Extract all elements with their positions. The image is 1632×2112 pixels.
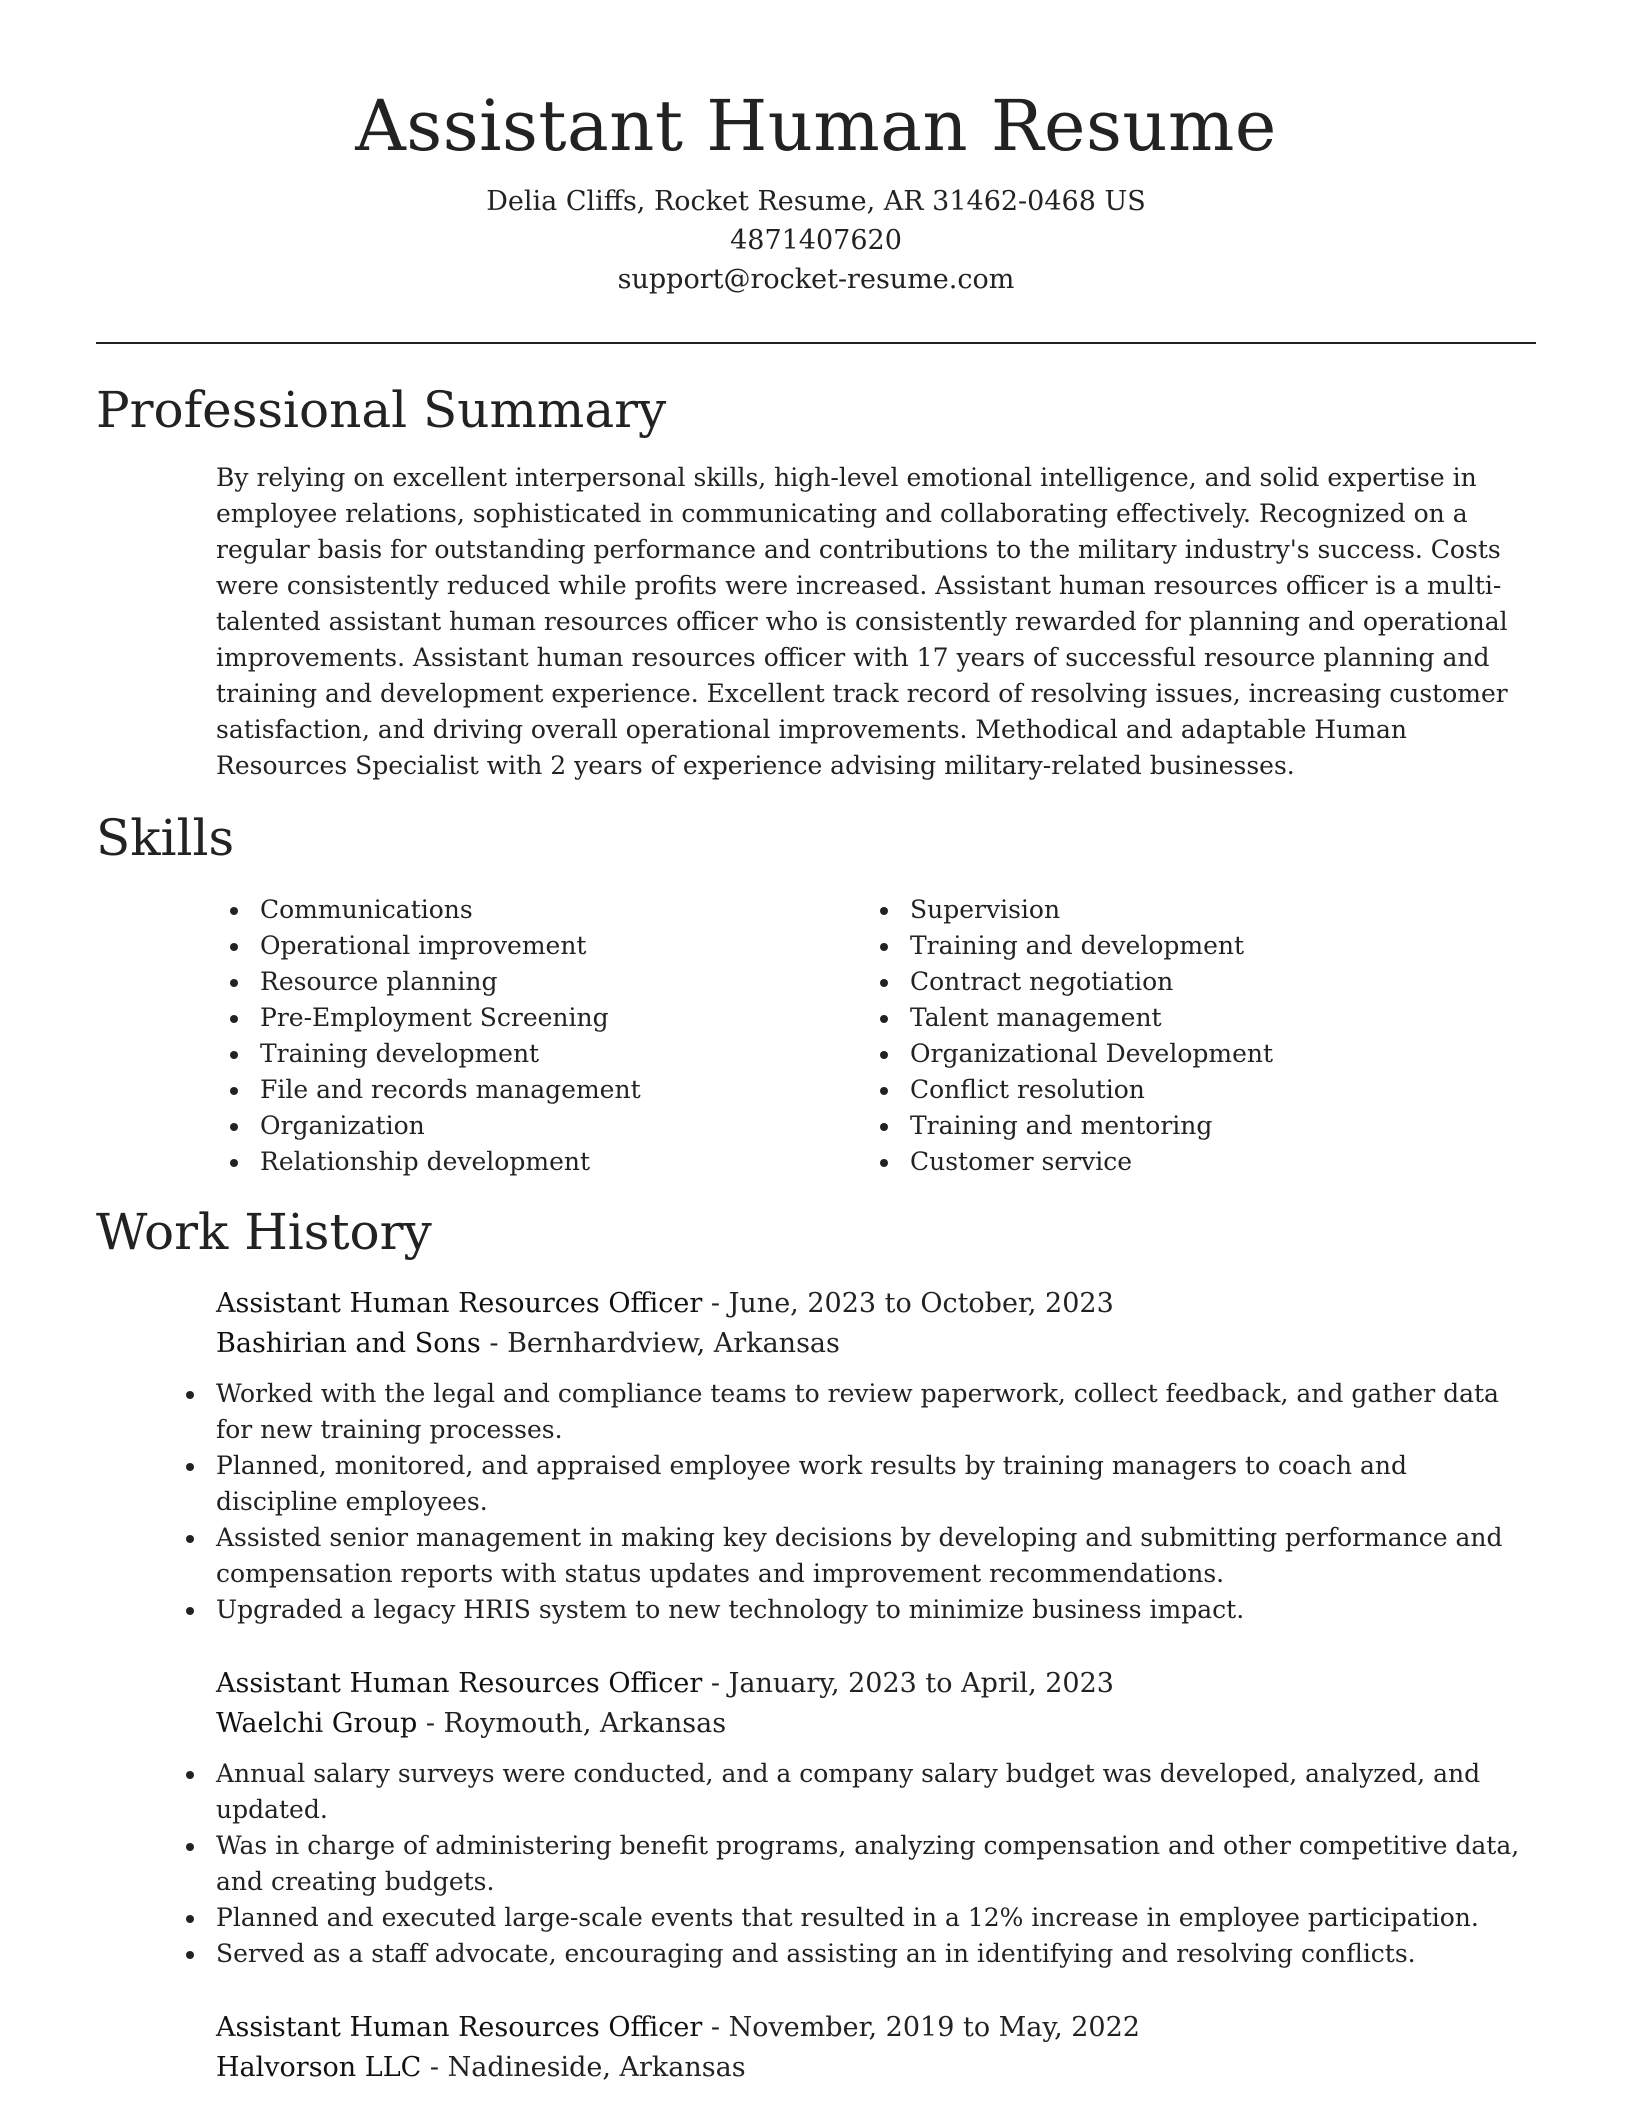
- skills-heading: Skills: [96, 809, 235, 867]
- resume-header: [96, 80, 1536, 299]
- job-separator: -: [702, 1288, 729, 1319]
- job-separator: -: [417, 1708, 444, 1739]
- job-location: Bernhardview, Arkansas: [507, 1328, 840, 1359]
- job-bullet: Upgraded a legacy HRIS system to new technology to minimize business impact.: [172, 1592, 1536, 1628]
- job-company-line: [216, 1704, 1536, 1744]
- skills-list-right: [866, 892, 1506, 1180]
- job-bullet: Assisted senior management in making key decisions by developing and submitting performance and compensation reports with status updates and improvement recommendations.: [172, 1520, 1536, 1592]
- skill-item: Resource planning: [216, 964, 856, 1000]
- job-bullet: Planned, monitored, and appraised employee work results by training managers to coach and discipline employees.: [172, 1448, 1536, 1520]
- contact-phone: 4871407620: [730, 225, 902, 256]
- job-entry: [216, 2008, 1536, 2088]
- contact-block: [96, 182, 1536, 299]
- job-bullets: [172, 1756, 1536, 1972]
- skill-item: Conflict resolution: [866, 1072, 1506, 1108]
- skill-item: Talent management: [866, 1000, 1506, 1036]
- job-dates: January, 2023 to April, 2023: [728, 1668, 1114, 1699]
- summary-text: By relying on excellent interpersonal skills, high-level emotional intelligence, and solid expertise in employee relations, sophisticated in communicating and collaborating effectively. Recognized on a regular basis for outstanding performance and contributions to the military industry's success. Costs were consistently reduced while profits were increased. Assistant human resources officer is a multi-talented assistant human resources officer who is consistently rewarded for planning and operational improvements. Assistant human resources officer with 17 years of successful resource planning and training and development experience. Excellent track record of resolving issues, increasing customer satisfaction, and driving overall operational improvements. Methodical and adaptable Human Resources Specialist with 2 years of experience advising military-related businesses.: [216, 463, 1508, 780]
- resume-title: Assistant Human Resume: [355, 85, 1277, 167]
- skill-item: Organization: [216, 1108, 856, 1144]
- job-title: Assistant Human Resources Officer: [216, 1668, 703, 1699]
- job-location: Nadineside, Arkansas: [447, 2052, 746, 2083]
- job-bullets: [172, 1376, 1536, 1628]
- job-dates: November, 2019 to May, 2022: [728, 2012, 1140, 2043]
- job-bullet: Planned and executed large-scale events that resulted in a 12% increase in employee participation.: [172, 1900, 1536, 1936]
- job-company-line: [216, 2048, 1536, 2088]
- job-dates: June, 2023 to October, 2023: [728, 1288, 1114, 1319]
- job-title-line: [216, 1284, 1536, 1324]
- job-company: Halvorson LLC: [216, 2052, 422, 2083]
- job-separator: -: [480, 1328, 508, 1359]
- skills-right-column: [866, 892, 1506, 1180]
- job-location: Roymouth, Arkansas: [443, 1708, 727, 1739]
- job-title-line: [216, 1664, 1536, 1704]
- skill-item: Contract negotiation: [866, 964, 1506, 1000]
- skills-list-left: [216, 892, 856, 1180]
- job-company: Bashirian and Sons: [216, 1328, 481, 1359]
- job-bullet: Served as a staff advocate, encouraging and assisting an in identifying and resolving conflicts.: [172, 1936, 1536, 1972]
- job-company: Waelchi Group: [216, 1708, 418, 1739]
- summary-heading: Professional Summary: [96, 381, 667, 439]
- job-entry: [216, 1664, 1536, 1972]
- skill-item: Training and development: [866, 928, 1506, 964]
- skills-left-column: [216, 892, 856, 1180]
- job-title: Assistant Human Resources Officer: [216, 2012, 703, 2043]
- skill-item: Organizational Development: [866, 1036, 1506, 1072]
- skill-item: File and records management: [216, 1072, 856, 1108]
- skill-item: Relationship development: [216, 1144, 856, 1180]
- job-entry: [216, 1284, 1536, 1628]
- contact-email: support@rocket-resume.com: [617, 264, 1015, 295]
- job-separator: -: [702, 2012, 729, 2043]
- job-company-line: [216, 1324, 1536, 1364]
- work-history-heading: Work History: [96, 1203, 432, 1261]
- job-separator: -: [702, 1668, 729, 1699]
- job-bullet: Was in charge of administering benefit programs, analyzing compensation and other competitive data, and creating budgets.: [172, 1828, 1536, 1900]
- contact-address: Delia Cliffs, Rocket Resume, AR 31462-0468 US: [486, 186, 1146, 217]
- skill-item: Training development: [216, 1036, 856, 1072]
- job-bullet: Worked with the legal and compliance teams to review paperwork, collect feedback, and gather data for new training processes.: [172, 1376, 1536, 1448]
- job-title: Assistant Human Resources Officer: [216, 1288, 703, 1319]
- job-title-line: [216, 2008, 1536, 2048]
- skill-item: Operational improvement: [216, 928, 856, 964]
- skill-item: Customer service: [866, 1144, 1506, 1180]
- skill-item: Pre-Employment Screening: [216, 1000, 856, 1036]
- skill-item: Communications: [216, 892, 856, 928]
- job-separator: -: [421, 2052, 448, 2083]
- job-bullet: Annual salary surveys were conducted, and a company salary budget was developed, analyzed, and updated.: [172, 1756, 1536, 1828]
- skill-item: Supervision: [866, 892, 1506, 928]
- skill-item: Training and mentoring: [866, 1108, 1506, 1144]
- header-divider: [96, 342, 1536, 344]
